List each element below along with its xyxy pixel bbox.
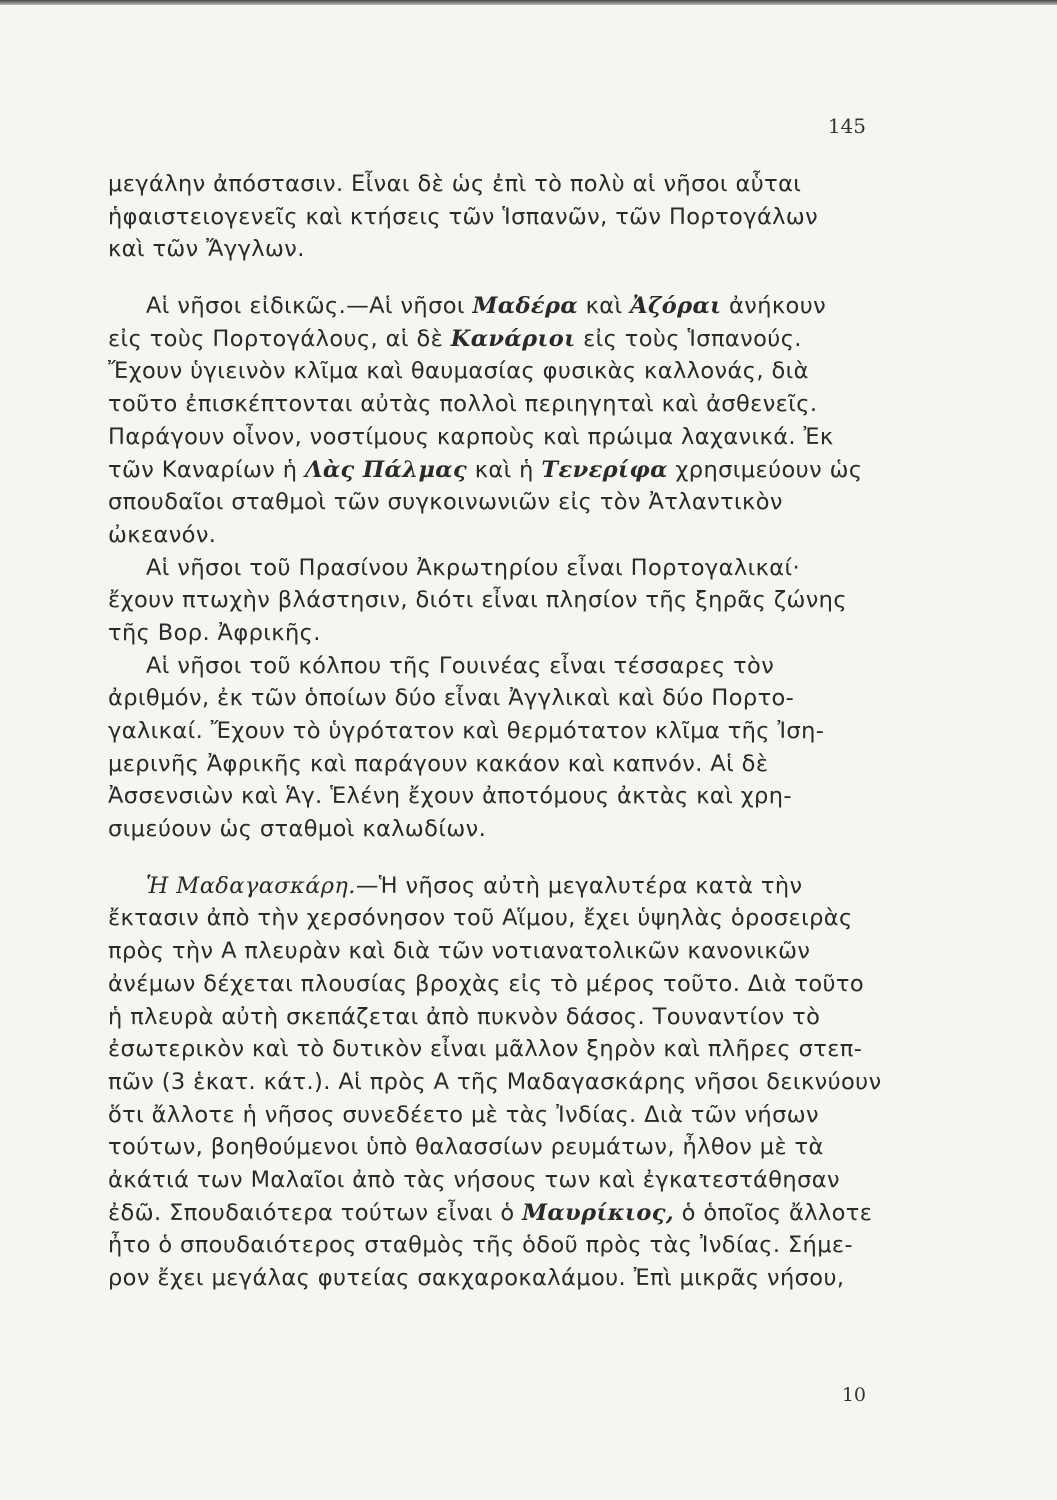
page-number: 145 bbox=[827, 114, 866, 138]
text-line: Παράγουν οἶνον, νοστίμους καρποὺς καὶ πρώιμα λαχανικά. Ἐκ bbox=[108, 423, 834, 450]
text-line: ἔχουν πτωχὴν βλάστησιν, διότι εἶναι πλησίον τῆς ξηρᾶς ζώνης bbox=[108, 587, 847, 614]
text-line: ἀνέμων δέχεται πλουσίας βροχὰς εἰς τὸ μέρος τοῦτο. Διὰ τοῦτο bbox=[108, 970, 865, 997]
text-line: ρον ἔχει μεγάλας φυτείας σακχαροκαλάμου. Ἐπὶ μικρᾶς νήσου, bbox=[108, 1265, 845, 1291]
text-line: σιμεύουν ὡς σταθμοὶ καλωδίων. bbox=[108, 816, 487, 843]
text-line: καὶ τῶν Ἄγγλων. bbox=[108, 236, 305, 263]
text-line: ἡ πλευρὰ αὐτὴ σκεπάζεται ἀπὸ πυκνὸν δάσος. Τουναντίον τὸ bbox=[108, 1003, 821, 1030]
place-mauritius: Μαυρίκιος, bbox=[522, 1199, 675, 1226]
text-line: μεγάλην ἀπόστασιν. Εἶναι δὲ ὡς ἐπὶ τὸ πολὺ αἱ νῆσοι αὗται bbox=[108, 171, 802, 197]
place-tenerife: Τενερίφα bbox=[541, 456, 668, 483]
text-line: ἐσωτερικὸν καὶ τὸ δυτικὸν εἶναι μᾶλλον ξηρὸν καὶ πλῆρες στεπ- bbox=[108, 1036, 863, 1063]
text-line: ἀριθμόν, ἐκ τῶν ὁποίων δύο εἶναι Ἀγγλικαὶ καὶ δύο Πορτο- bbox=[108, 685, 795, 712]
text-line: Ἀσσενσιὼν καὶ Ἁγ. Ἑλένη ἔχουν ἀποτόμους ἀκτὰς καὶ χρη- bbox=[108, 783, 792, 810]
text-line: εἰς τοὺς Πορτογάλους, αἱ δὲ Κανάριοι εἰς τοὺς Ἱσπανούς. bbox=[108, 325, 802, 352]
text-line: γαλικαί. Ἔχουν τὸ ὑγρότατον καὶ θερμότατον κλῖμα τῆς Ἰση- bbox=[108, 718, 825, 744]
text-line: σπουδαῖοι σταθμοὶ τῶν συγκοινωνιῶν εἰς τὸν Ἀτλαντικὸν bbox=[108, 489, 783, 516]
section-heading-madagascar: Ἡ Μαδαγασκάρη. bbox=[146, 872, 356, 899]
text-line: τῆς Βορ. Ἀφρικῆς. bbox=[108, 619, 321, 646]
place-las-palmas: Λὰς Πάλμας bbox=[304, 456, 468, 483]
paragraph-islands-specific: Αἱ νῆσοι εἰδικῶς.—Αἱ νῆσοι Μαδέρα καὶ Ἀζόραι ἀνήκουν bbox=[146, 293, 827, 320]
text-line: ὠκεανόν. bbox=[108, 521, 217, 548]
page-top-edge bbox=[0, 0, 1057, 5]
section-heading: Αἱ νῆσοι εἰδικῶς.—Αἱ νῆσοι bbox=[146, 293, 465, 320]
place-madeira: Μαδέρα bbox=[472, 293, 579, 320]
text-line: ἡφαιστειογενεῖς καὶ κτήσεις τῶν Ἱσπανῶν, τῶν Πορτογάλων bbox=[108, 203, 819, 230]
text-line: Ἔχουν ὑγιεινὸν κλῖμα καὶ θαυμασίας φυσικὰς καλλονάς, διὰ bbox=[108, 358, 809, 385]
text-line: τῶν Καναρίων ἡ Λὰς Πάλμας καὶ ἡ Τενερίφα χρησιμεύουν ὡς bbox=[108, 456, 863, 483]
text-line: ἀκάτιά των Μαλαῖοι ἀπὸ τὰς νήσους των καὶ ἐγκατεστάθησαν bbox=[108, 1166, 840, 1193]
paragraph-madagascar: Ἡ Μαδαγασκάρη.—Ἡ νῆσος αὐτὴ μεγαλυτέρα κατὰ τὴν bbox=[146, 872, 803, 899]
place-azores: Ἀζόραι bbox=[630, 293, 722, 320]
text-line: πρὸς τὴν Α πλευρὰν καὶ διὰ τῶν νοτιανατολικῶν κανονικῶν bbox=[108, 938, 811, 965]
text-line: μερινῆς Ἀφρικῆς καὶ παράγουν κακάον καὶ καπνόν. Αἱ δὲ bbox=[108, 750, 769, 777]
text-line: ἐδῶ. Σπουδαιότερα τούτων εἶναι ὁ Μαυρίκιος, ὁ ὁποῖος ἄλλοτε bbox=[108, 1199, 873, 1226]
signature-number: 10 bbox=[841, 1384, 866, 1406]
text-line: ἔκτασιν ἀπὸ τὴν χερσόνησον τοῦ Αἵμου, ἔχει ὑψηλὰς ὁροσειρὰς bbox=[108, 905, 853, 932]
text-line: πῶν (3 ἑκατ. κάτ.). Αἱ πρὸς Α τῆς Μαδαγασκάρης νῆσοι δεικνύουν bbox=[108, 1068, 882, 1095]
text-line: Αἱ νῆσοι τοῦ κόλπου τῆς Γουινέας εἶναι τέσσαρες τὸν bbox=[146, 652, 775, 679]
text-line: τούτων, βοηθούμενοι ὑπὸ θαλασσίων ρευμάτων, ἦλθον μὲ τὰ bbox=[108, 1134, 824, 1161]
text-line: τοῦτο ἐπισκέπτονται αὐτὰς πολλοὶ περιηγηταὶ καὶ ἀσθενεῖς. bbox=[108, 391, 818, 418]
text-line: Αἱ νῆσοι τοῦ Πρασίνου Ἀκρωτηρίου εἶναι Πορτογαλικαί· bbox=[146, 554, 801, 581]
place-canaries: Κανάριοι bbox=[450, 325, 576, 352]
page-body bbox=[108, 168, 896, 1295]
text-line: ἦτο ὁ σπουδαιότερος σταθμὸς τῆς ὁδοῦ πρὸς τὰς Ἰνδίας. Σήμε- bbox=[108, 1232, 853, 1259]
text-line: ὅτι ἄλλοτε ἡ νῆσος συνεδέετο μὲ τὰς Ἰνδίας. Διὰ τῶν νήσων bbox=[108, 1101, 819, 1128]
